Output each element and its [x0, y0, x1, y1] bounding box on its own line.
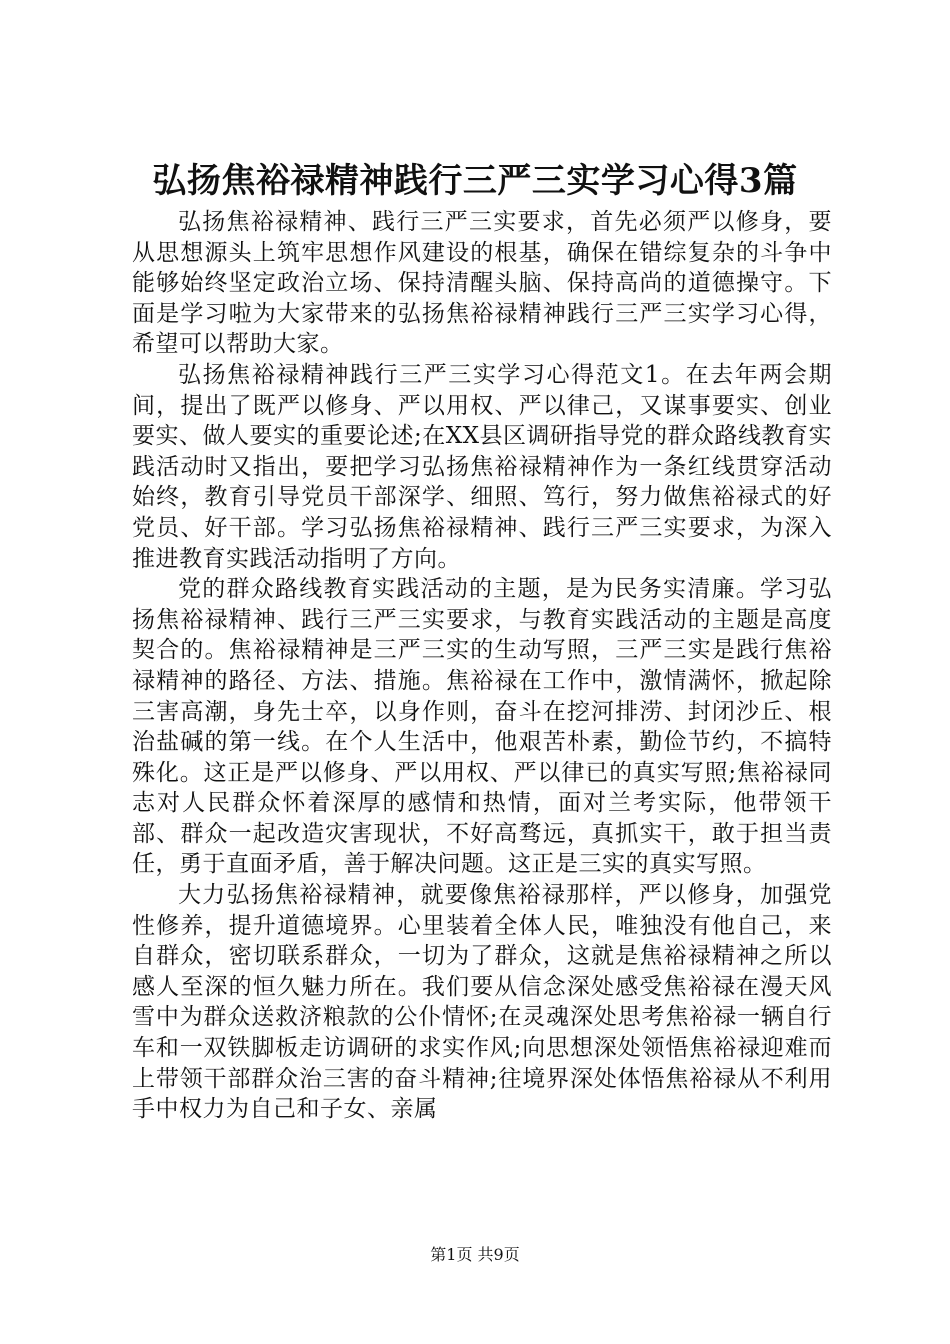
page-number-footer: 第1页 共9页	[430, 1245, 520, 1264]
paragraph-3: 党的群众路线教育实践活动的主题，是为民务实清廉。学习弘扬焦裕禄精神、践行三严三实要求，与教育实践活动的主题是高度契合的。焦裕禄精神是三严三实的生动写照，三严三实是践行焦裕禄精神的路径、方法、措施。焦裕禄在工作中，激情满怀，掀起除三害高潮，身先士卒，以身作则，奋斗在挖河排涝、封闭沙丘、根治盐碱的第一线。在个人生活中，他艰苦朴素，勤俭节约，不搞特殊化。这正是严以修身、严以用权、严以律已的真实写照;焦裕禄同志对人民群众怀着深厚的感情和热情，面对兰考实际，他带领干部、群众一起改造灾害现状，不好高骛远，真抓实干，敢于担当责任，勇于直面矛盾，善于解决问题。这正是三实的真实写照。	[132, 576, 832, 878]
paragraph-2: 弘扬焦裕禄精神践行三严三实学习心得范文1。在去年两会期间，提出了既严以修身、严以用权、严以律己，又谋事要实、创业要实、做人要实的重要论述;在XX县区调研指导党的群众路线教育实践活动时又指出，要把学习弘扬焦裕禄精神作为一条红线贯穿活动始终，教育引导党员干部深学、细照、笃行，努力做焦裕禄式的好党员、好干部。学习弘扬焦裕禄精神、践行三严三实要求，为深入推进教育实践活动指明了方向。	[132, 361, 832, 572]
paragraph-1: 弘扬焦裕禄精神、践行三严三实要求，首先必须严以修身，要从思想源头上筑牢思想作风建设的根基，确保在错综复杂的斗争中能够始终坚定政治立场、保持清醒头脑、保持高尚的道德操守。下面是学习啦为大家带来的弘扬焦裕禄精神践行三严三实学习心得，希望可以帮助大家。	[132, 209, 832, 358]
document-title: 弘扬焦裕禄精神践行三严三实学习心得3篇	[152, 161, 798, 201]
paragraph-4: 大力弘扬焦裕禄精神，就要像焦裕禄那样，严以修身，加强党性修养，提升道德境界。心里装着全体人民，唯独没有他自己，来自群众，密切联系群众，一切为了群众，这就是焦裕禄精神之所以感人至深的恒久魅力所在。我们要从信念深处感受焦裕禄在漫天风雪中为群众送救济粮款的公仆情怀;在灵魂深处思考焦裕禄一辆自行车和一双铁脚板走访调研的求实作风;向思想深处领悟焦裕禄迎难而上带领干部群众治三害的奋斗精神;往境界深处体悟焦裕禄从不利用手中权力为自己和子女、亲属	[132, 882, 832, 1123]
document-body	[132, 207, 832, 1125]
